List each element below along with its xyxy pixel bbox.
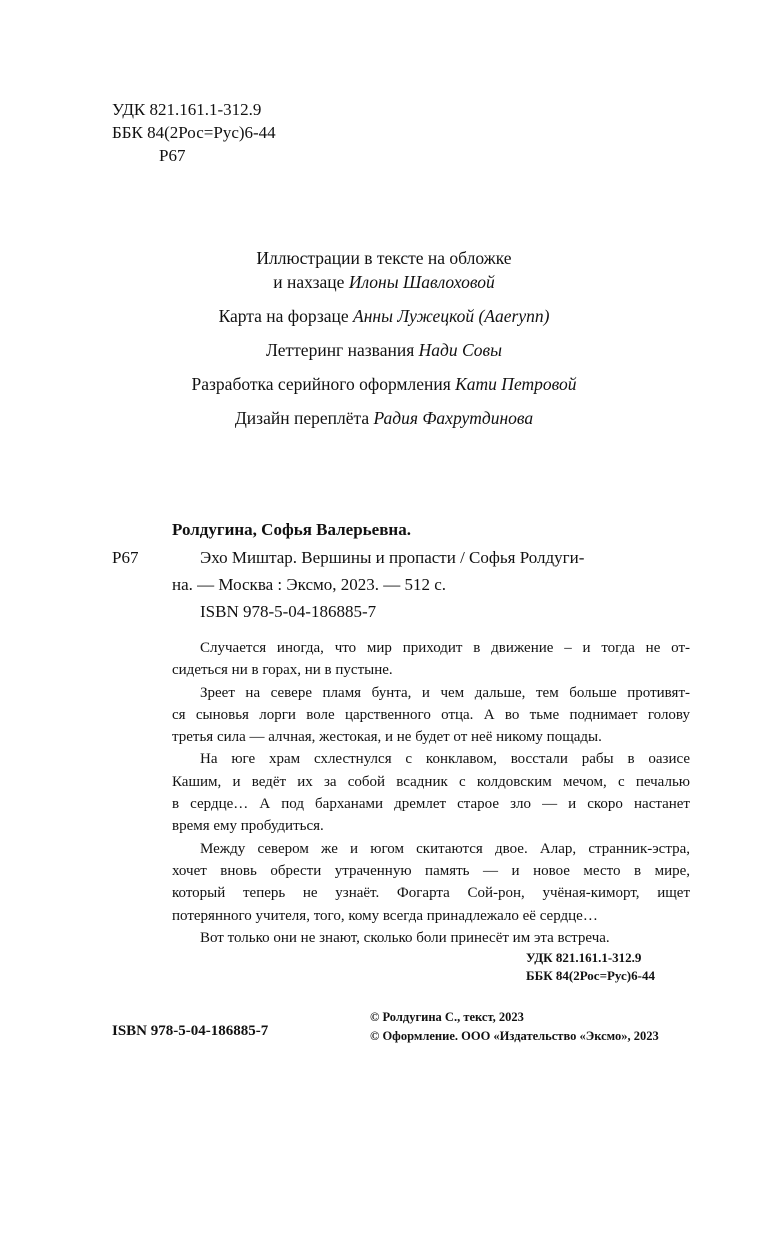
isbn-line: ISBN 978-5-04-186885-7	[200, 602, 377, 621]
bottom-classification-codes	[526, 949, 655, 985]
bbk-code-bottom: ББК 84(2Рос=Рус)6-44	[526, 968, 655, 983]
title-line1: Эхо Миштар. Вершины и пропасти / Софья Ролдуги-	[200, 548, 585, 567]
illustrator-name: Илоны Шавлоховой	[348, 272, 495, 292]
annotation-paragraph	[172, 927, 690, 949]
annotation-line: На юге храм схлестнулся с конклавом, восстали рабы в оазисе	[200, 751, 690, 768]
credits-block	[0, 246, 768, 440]
udk-code-bottom: УДК 821.161.1-312.9	[526, 950, 642, 965]
map-artist-name: Анны Лужецкой (Aaerynn)	[353, 306, 550, 326]
binding-designer-name: Радия Фахрутдинова	[373, 408, 534, 428]
top-classification-codes	[112, 98, 276, 167]
annotation-line: сидеться ни в горах, ни в пустыне.	[172, 662, 393, 679]
copyright-design: © Оформление. ООО «Издательство «Эксмо», 2023	[370, 1029, 659, 1043]
annotation-paragraph	[172, 682, 690, 749]
annotation-line: который теперь не узнаёт. Фогарта Сой-рон, учёная-киморт, ищет	[172, 885, 690, 902]
series-designer-name: Кати Петровой	[455, 374, 577, 394]
annotation-line: хочет вновь обрести утраченную память — и новое место в мире,	[172, 862, 690, 879]
copyright-text: © Ролдугина С., текст, 2023	[370, 1010, 524, 1024]
map-prefix: Карта на форзаце	[218, 306, 354, 326]
annotation-line: Вот только они не знают, сколько боли принесёт им эта встреча.	[200, 929, 610, 946]
annotation-line: в сердце… А под барханами дремлет старое зло — и скоро настанет	[172, 796, 690, 813]
lettering-prefix: Леттеринг названия	[266, 340, 419, 360]
annotation-paragraph	[172, 748, 690, 837]
annotation-line: ся сыновья лорги воле царственного отца. А во тьме поднимает голову	[172, 706, 690, 723]
title-line2: на. — Москва : Эксмо, 2023. — 512 с.	[172, 575, 447, 594]
annotation-line: третья сила — алчная, жестокая, и не будет от неё никому пощады.	[172, 729, 602, 746]
illustrations-credit-line1: Иллюстрации в тексте на обложке	[256, 248, 512, 268]
series-design-credit	[0, 372, 768, 396]
annotation	[172, 637, 690, 949]
illustrations-credit-line2	[0, 270, 768, 294]
annotation-line: потерянного учителя, того, кому всегда принадлежало её сердце…	[172, 907, 598, 924]
annotation-line: Между севером же и югом скитаются двое. Алар, странник-эстра,	[200, 840, 690, 857]
bbk-code: ББК 84(2Рос=Рус)6-44	[112, 123, 276, 142]
bibliographic-author-mark: Р67	[112, 548, 139, 567]
illustrations-prefix: и нахзаце	[273, 272, 349, 292]
author-heading: Ролдугина, Софья Валерьевна.	[172, 520, 411, 539]
map-credit	[0, 304, 768, 328]
annotation-line: Случается иногда, что мир приходит в движение – и тогда не от-	[200, 640, 690, 656]
udk-code: УДК 821.161.1-312.9	[112, 100, 262, 119]
series-prefix: Разработка серийного оформления	[191, 374, 456, 394]
annotation-line: время ему пробудиться.	[172, 818, 324, 835]
isbn-bottom: ISBN 978-5-04-186885-7	[112, 1023, 269, 1039]
binding-design-credit	[0, 406, 768, 430]
annotation-paragraph	[172, 838, 690, 927]
lettering-artist-name: Нади Совы	[418, 340, 502, 360]
annotation-line: Зреет на севере пламя бунта, и чем дальше, тем больше противят-	[200, 684, 690, 701]
copyright-block	[370, 1008, 659, 1046]
lettering-credit	[0, 338, 768, 362]
author-mark: Р67	[159, 146, 186, 165]
annotation-paragraph	[172, 637, 690, 682]
annotation-line: Кашим, и ведёт их за собой всадник с колдовским мечом, с печалью	[172, 773, 690, 790]
binding-prefix: Дизайн переплёта	[234, 408, 374, 428]
